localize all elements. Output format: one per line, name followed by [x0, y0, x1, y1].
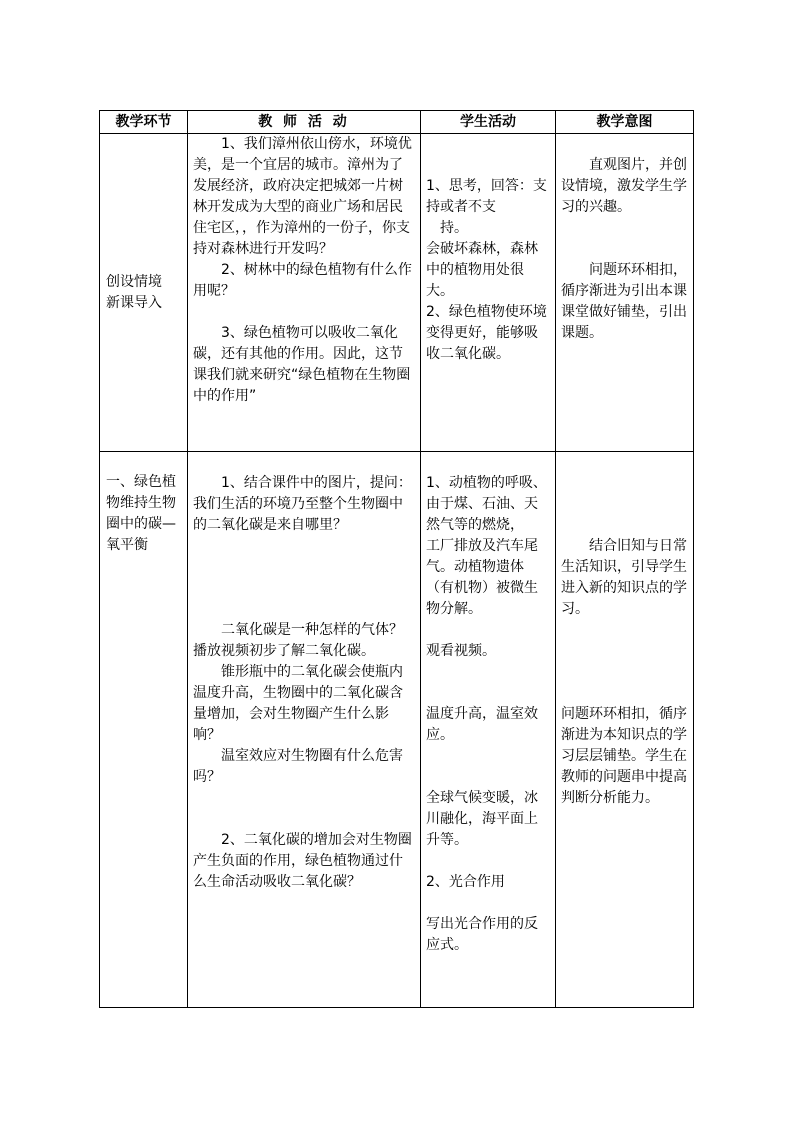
intent-paragraph: 问题环环相扣，循序渐进为引出本课课堂做好铺垫，引出课题。 — [561, 262, 687, 341]
stage-line: 创设情境 — [106, 273, 162, 290]
student-paragraph: 2、绿色植物使环境变得更好，能够吸收二氧化碳。 — [426, 304, 547, 362]
teacher-activity-cell — [188, 134, 421, 452]
student-paragraph: 2、光合作用 — [426, 874, 505, 890]
student-paragraph: 1、动植物的呼吸、 — [426, 475, 547, 491]
teaching-intent-cell — [556, 134, 694, 452]
student-paragraph: 温度升高，温室效应。 — [426, 706, 538, 743]
teacher-paragraph: 2、二氧化碳的增加会对生物圈产生负面的作用，绿色植物通过什么生命活动吸收二氧化碳？ — [193, 832, 412, 890]
student-paragraph: 1、思考，回答：支持或者不支 — [426, 178, 547, 215]
stage-cell — [100, 134, 188, 452]
teacher-paragraph: 1、我们漳州依山傍水，环境优美，是一个宜居的城市。漳州为了发展经济，政府决定把城郊一片树林开发成为大型的商业广场和居民住宅区，，作为漳州的一份子，你支持对森林进行开发吗？ — [193, 136, 412, 257]
header-student-activity: 学生活动 — [421, 111, 556, 134]
teacher-paragraph: 2、树林中的绿色植物有什么作用呢？ — [193, 262, 412, 299]
student-paragraph: 观看视频。 — [426, 643, 496, 659]
teacher-paragraph: 3、绿色植物可以吸收二氧化碳，还有其他的作用。因此，这节课我们就来研究“绿色植物在生物圈中的作用” — [193, 325, 411, 404]
header-teaching-intent: 教学意图 — [556, 111, 694, 134]
teaching-intent-cell — [556, 452, 694, 1008]
intent-paragraph: 问题环环相扣，循序渐进为本知识点的学习层层铺垫。学生在教师的问题串中提高判断分析能力。 — [561, 706, 687, 806]
student-paragraph: 写出光合作用的反应式。 — [426, 916, 538, 953]
intent-paragraph: 结合旧知与日常生活知识，引导学生进入新的知识点的学习。 — [561, 538, 687, 617]
student-activity-cell — [421, 452, 556, 1008]
teacher-paragraph: 温室效应对生物圈有什么危害吗？ — [193, 748, 403, 785]
student-paragraph: 工厂排放及汽车尾气。动植物遗体（有机物）被微生物分解。 — [426, 538, 538, 617]
stage-text: 一、绿色植物维持生物圈中的碳—氧平衡 — [106, 474, 176, 553]
student-paragraph: 持。 — [440, 220, 468, 236]
table-row — [100, 134, 694, 452]
student-paragraph: 全球气候变暖，冰川融化，海平面上升等。 — [426, 790, 538, 848]
header-stage: 教学环节 — [100, 111, 188, 134]
teacher-paragraph: 1、结合课件中的图片，提问：我们生活的环境乃至整个生物圈中的二氧化碳是来自哪里？ — [193, 475, 412, 533]
table-row — [100, 452, 694, 1008]
lesson-plan-table — [99, 110, 694, 1008]
teacher-paragraph: 锥形瓶中的二氧化碳会使瓶内温度升高，生物圈中的二氧化碳含量增加，会对生物圈产生什么影响？ — [193, 664, 403, 743]
intent-paragraph: 直观图片，并创设情境，激发学生学习的兴趣。 — [561, 157, 687, 215]
header-teacher-activity: 教 师 活 动 — [188, 111, 421, 134]
student-paragraph: 会破坏森林，森林中的植物用处很大。 — [426, 241, 538, 299]
student-activity-cell — [421, 134, 556, 452]
stage-line: 新课导入 — [106, 294, 162, 311]
stage-cell — [100, 452, 188, 1008]
teacher-activity-cell — [188, 452, 421, 1008]
teacher-paragraph: 二氧化碳是一种怎样的气体？播放视频初步了解二氧化碳。 — [193, 622, 403, 659]
student-paragraph: 由于煤、石油、天然气等的燃烧， — [426, 496, 538, 533]
header-row — [100, 111, 694, 134]
